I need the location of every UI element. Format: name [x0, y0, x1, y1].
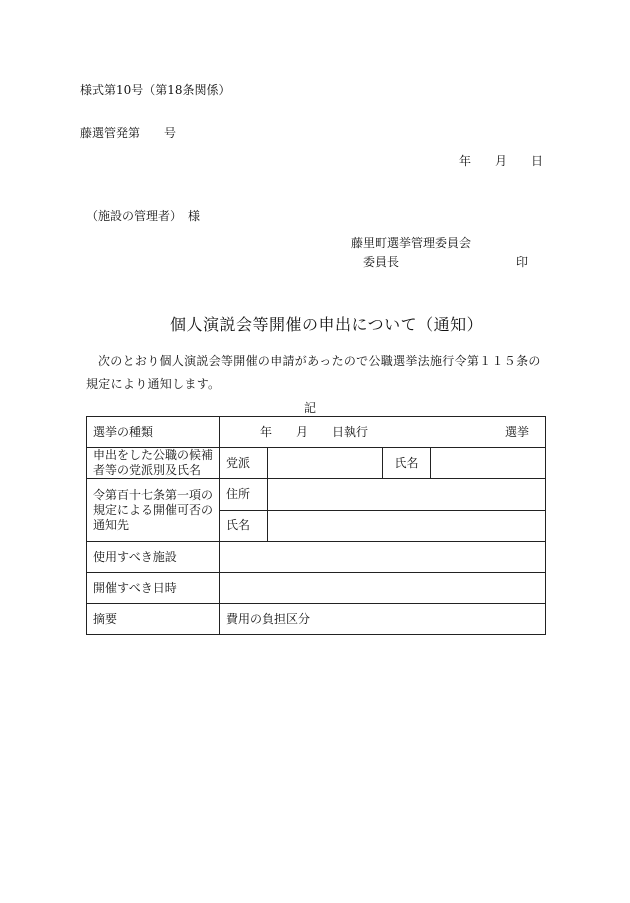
ki-heading: 記 [304, 401, 317, 415]
address-label: 住所 [220, 479, 268, 511]
sender-organization: 藤里町選挙管理委員会 [351, 236, 472, 250]
addressee: （施設の管理者） 様 [86, 209, 201, 223]
table-row [87, 417, 546, 448]
candidate-label: 申出をした公職の候補者等の党派別及氏名 [87, 448, 220, 479]
election-date: 年 月 日執行 [260, 424, 369, 439]
party-label: 党派 [220, 448, 268, 479]
document-number: 藤選管発第 号 [80, 126, 177, 140]
notify-name-value [268, 510, 546, 542]
party-value [268, 448, 383, 479]
datetime-value [220, 573, 546, 604]
remarks-label: 摘要 [87, 604, 220, 635]
table-row [87, 448, 546, 479]
candidate-name-label: 氏名 [383, 448, 431, 479]
document-title: 個人演説会等開催の申出について（通知） [170, 315, 484, 334]
election-type-label: 選挙の種類 [87, 417, 220, 448]
table-row [87, 479, 546, 511]
table-row [87, 604, 546, 635]
seal-mark: 印 [516, 255, 529, 269]
datetime-label: 開催すべき日時 [87, 573, 220, 604]
candidate-name-value [431, 448, 546, 479]
facility-value [220, 542, 546, 573]
election-suffix: 選挙 [504, 424, 529, 439]
sender-title: 委員長 [363, 255, 400, 269]
notify-name-label: 氏名 [220, 510, 268, 542]
facility-label: 使用すべき施設 [87, 542, 220, 573]
table-row [87, 573, 546, 604]
remarks-value: 費用の負担区分 [220, 604, 546, 635]
body-text: 次のとおり個人演説会等開催の申請があったので公職選挙法施行令第１１５条の規定により通知します。 [86, 354, 541, 391]
issue-date: 年 月 日 [459, 154, 544, 168]
notify-label: 令第百十七条第一項の規定による開催可否の通知先 [87, 479, 220, 542]
election-type-value [220, 417, 546, 448]
address-value [268, 479, 546, 511]
form-number: 様式第10号（第18条関係） [80, 83, 231, 97]
table-row [87, 542, 546, 573]
notice-table [86, 416, 546, 635]
